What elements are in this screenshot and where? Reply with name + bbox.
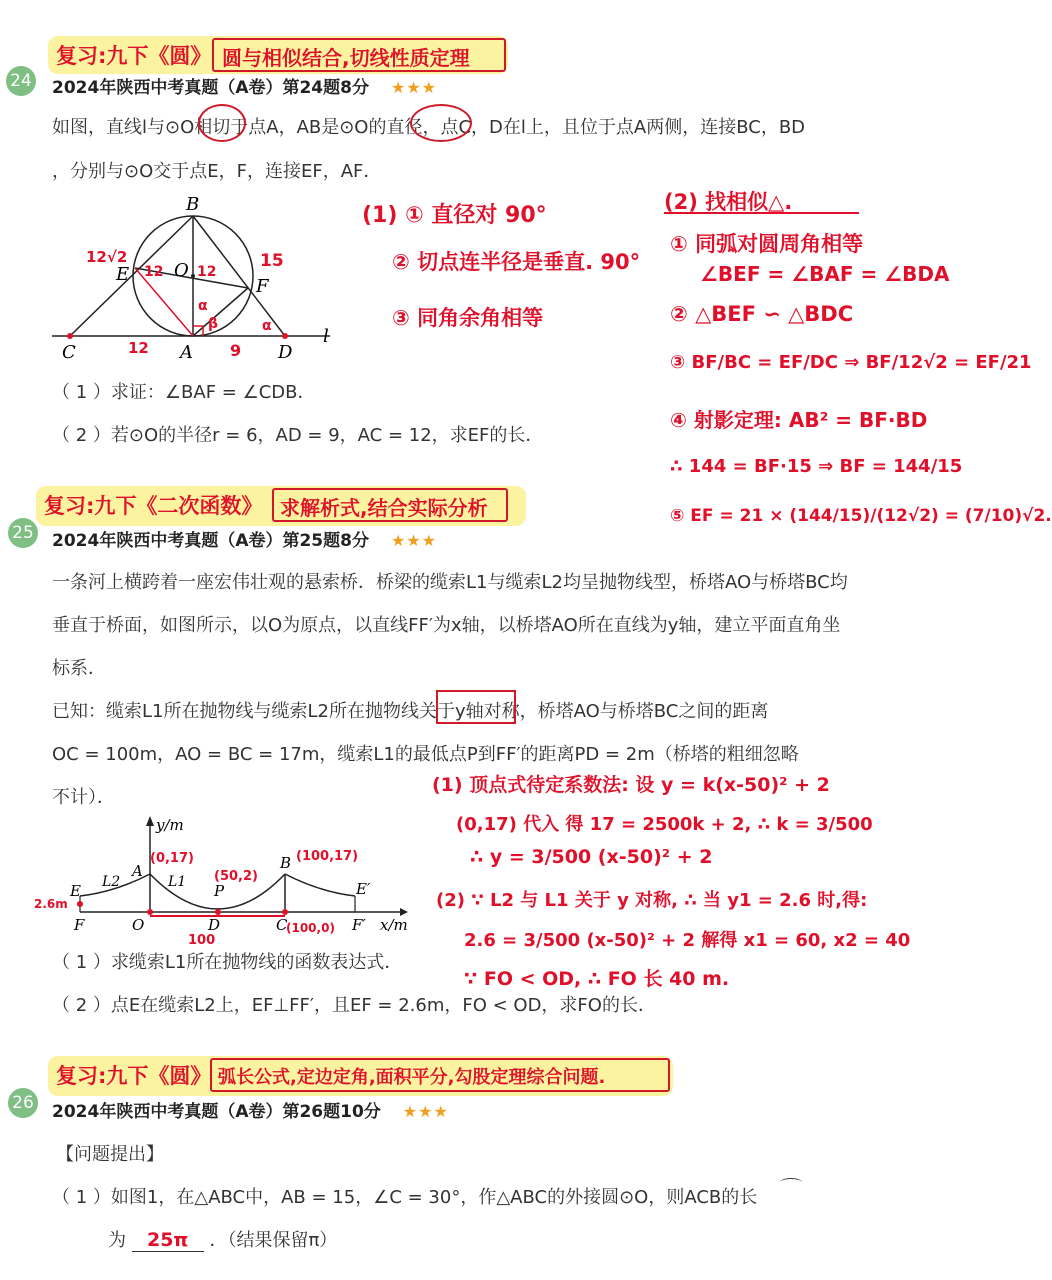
q25-known-line3: 不计）． [52,787,115,808]
q24-note2-2: ∠BEF = ∠BAF = ∠BDA [700,262,950,286]
q25-stem-line3: 标系． [52,658,106,679]
q24-note2-1: ① 同弧对圆周角相等 [670,232,864,256]
q24-note2-4: ③ BF/BC = EF/DC ⇒ BF/12√2 = EF/21 [670,352,1032,373]
q25-label-l2: L2 [102,874,121,890]
q24-ann-alpha1: α [198,298,208,314]
q24-label-d: D [278,342,293,363]
q24-dot-c [67,333,73,339]
q24-circle-diameter [410,104,472,142]
q24-review-heading: 复习:九下《圆》 [56,44,212,68]
q25-stars: ★★★ [390,531,437,550]
q25-symmetric-box [436,690,516,724]
q24-label-e: E [116,264,130,285]
q25-note-3: (2) ∵ L2 与 L1 关于 y 对称, ∴ 当 y1 = 2.6 时,得: [436,890,868,911]
q25-part2: （ 2 ）点E在缆索L2上，EF⊥FF′，且EF = 2.6m，FO < OD，求FO的长． [52,995,656,1016]
q25-dot-o [147,909,153,915]
q24-ann-alpha2: α [262,318,272,334]
q25-note-0: (1) 顶点式待定系数法: 设 y = k(x-50)² + 2 [432,774,830,796]
q24-note2-0: (2) 找相似△. [664,190,793,214]
q26-part1-line2 [108,1226,337,1252]
q25-dot-d [215,909,221,915]
q26-stars: ★★★ [402,1102,449,1121]
q24-note1-2: ③ 同角余角相等 [392,306,544,330]
q24-ann-12c: 12 [128,339,149,357]
q26-review-heading: 复习:九下《圆》 [56,1064,212,1088]
q26-title [52,1097,449,1122]
q24-stem-line2: ，分别与⊙O交于点E，F，连接EF，AF． [52,161,382,182]
q24-label-b: B [186,194,200,215]
q24-label-l: l [323,326,329,347]
q25-label-l1: L1 [168,874,187,890]
q26-part1-prefix: 为 [108,1230,126,1251]
q25-stem-line1: 一条河上横跨着一座宏伟壮观的悬索桥．桥梁的缆索L1与缆索L2均呈抛物线型，桥塔AO与桥塔BC均 [52,572,848,593]
q25-label-f: F [74,916,85,934]
q26-arc-mark [780,1178,802,1187]
q25-label-o: O [132,916,145,934]
q24-ann-beta: β [208,316,219,332]
q24-note1-0: (1) ① 直径对 90° [362,203,547,228]
q25-review-heading: 复习:九下《二次函数》 [44,494,263,518]
q24-part2: （ 2 ）若⊙O的半径r = 6，AD = 9，AC = 12，求EF的长． [52,425,544,446]
q25-label-ym: y/m [156,816,184,834]
q24-note2-6: ∴ 144 = BF·15 ⇒ BF = 144/15 [670,456,963,477]
q25-ann-p: (50,2) [214,869,258,884]
q25-note-1: (0,17) 代入 得 17 = 2500k + 2, ∴ k = 3/500 [456,814,873,835]
q25-ann-26: 2.6m [34,897,68,911]
q24-circle-tangent [198,104,246,142]
q25-part1: （ 1 ）求缆索L1所在抛物线的函数表达式． [52,952,403,973]
q24-part1: （ 1 ）求证：∠BAF = ∠CDB． [52,382,316,403]
q25-title-text: 2024年陕西中考真题（A卷）第25题8分 [52,531,369,551]
q25-label-b: B [280,854,292,872]
q24-label-c: C [62,342,76,363]
q24-label-f: F [256,276,269,297]
q25-known-line1: 已知：缆索L1所在抛物线与缆索L2所在抛物线关于y轴对称，桥塔AO与桥塔BC之间的距离 [52,701,769,722]
q24-dot-o [191,274,195,278]
q25-label-e: E [70,882,81,900]
q25-number-badge: 25 [8,518,38,548]
q25-x-arrow [400,908,408,916]
q25-label-a: A [132,862,143,880]
q26-title-text: 2024年陕西中考真题（A卷）第26题10分 [52,1102,381,1122]
q24-ann-12b: 12 [197,264,217,280]
q24-title-text: 2024年陕西中考真题（A卷）第24题8分 [52,78,369,98]
q24-note2-underline [664,212,859,214]
q25-note-4: 2.6 = 3/500 (x-50)² + 2 解得 x1 = 60, x2 = 40 [464,930,911,951]
q24-ann-15: 15 [260,251,284,271]
q25-ann-a: (0,17) [150,851,194,866]
q24-ann-12r2: 12√2 [86,248,128,266]
q26-review-topic: 弧长公式,定边定角,面积平分,勾股定理综合问题. [218,1067,606,1088]
q25-title [52,526,437,551]
q25-ann-100: 100 [188,933,216,948]
q24-note2-7: ⑤ EF = 21 × (144/15)/(12√2) = (7/10)√2. [670,506,1052,526]
q25-known-line2: OC = 100m，AO = BC = 17m，缆索L1的最低点P到FF′的距离PD = 2m（桥塔的粗细忽略 [52,744,799,765]
q24-ann-12a: 12 [144,264,164,280]
q24-stem-line1: 如图，直线l与⊙O相切于点A，AB是⊙O的直径，点C，D在l上，且位于点A两侧，连接BC，BD [52,117,806,138]
q25-label-f2: F′ [352,916,366,934]
q24-title [52,73,437,98]
q25-label-xm: x/m [380,916,408,934]
q25-ann-c: (100,0) [286,921,335,935]
q25-dot-ef [77,901,83,907]
q25-stem-line2: 垂直于桥面，如图所示，以O为原点，以直线FF′为x轴，以桥塔AO所在直线为y轴，建立平面直角坐 [52,615,841,636]
q25-cable-right [285,874,355,896]
q24-stars: ★★★ [390,78,437,97]
q24-note1-1: ② 切点连半径是垂直. 90° [392,250,641,274]
q26-part1-line1: （ 1 ）如图1，在△ABC中，AB = 15，∠C = 30°，作△ABC的外接圆⊙O，则ACB的长 [52,1187,758,1208]
q24-dot-d [282,333,288,339]
q25-note-5: ∵ FO < OD, ∴ FO 长 40 m. [464,968,730,990]
q25-note-2: ∴ y = 3/500 (x-50)² + 2 [470,846,713,868]
q24-note2-5: ④ 射影定理: AB² = BF·BD [670,408,928,432]
q26-part1-suffix: ．（结果保留π） [209,1230,338,1251]
q25-label-p: P [214,882,225,900]
q26-answer: 25π [132,1229,204,1252]
q25-label-e2: E′ [356,880,371,898]
q25-ann-b: (100,17) [296,849,359,864]
q24-label-a: A [180,342,193,363]
q26-number-badge: 26 [8,1088,38,1118]
q24-note2-3: ② △BEF ∽ △BDC [670,302,854,326]
q25-label-c: C [276,916,288,934]
q25-label-d: D [208,916,221,934]
q24-review-topic: 圆与相似结合,切线性质定理 [222,46,470,70]
q24-ann-9: 9 [230,341,242,360]
q24-label-o: O [174,260,189,281]
q25-y-arrow [146,816,154,826]
q24-number-badge: 24 [6,66,36,96]
q25-dot-c [282,909,288,915]
q26-section: 【问题提出】 [56,1144,164,1165]
q24-figure [40,188,350,368]
q25-figure [30,812,430,952]
q25-review-topic: 求解析式,结合实际分析 [280,496,488,520]
